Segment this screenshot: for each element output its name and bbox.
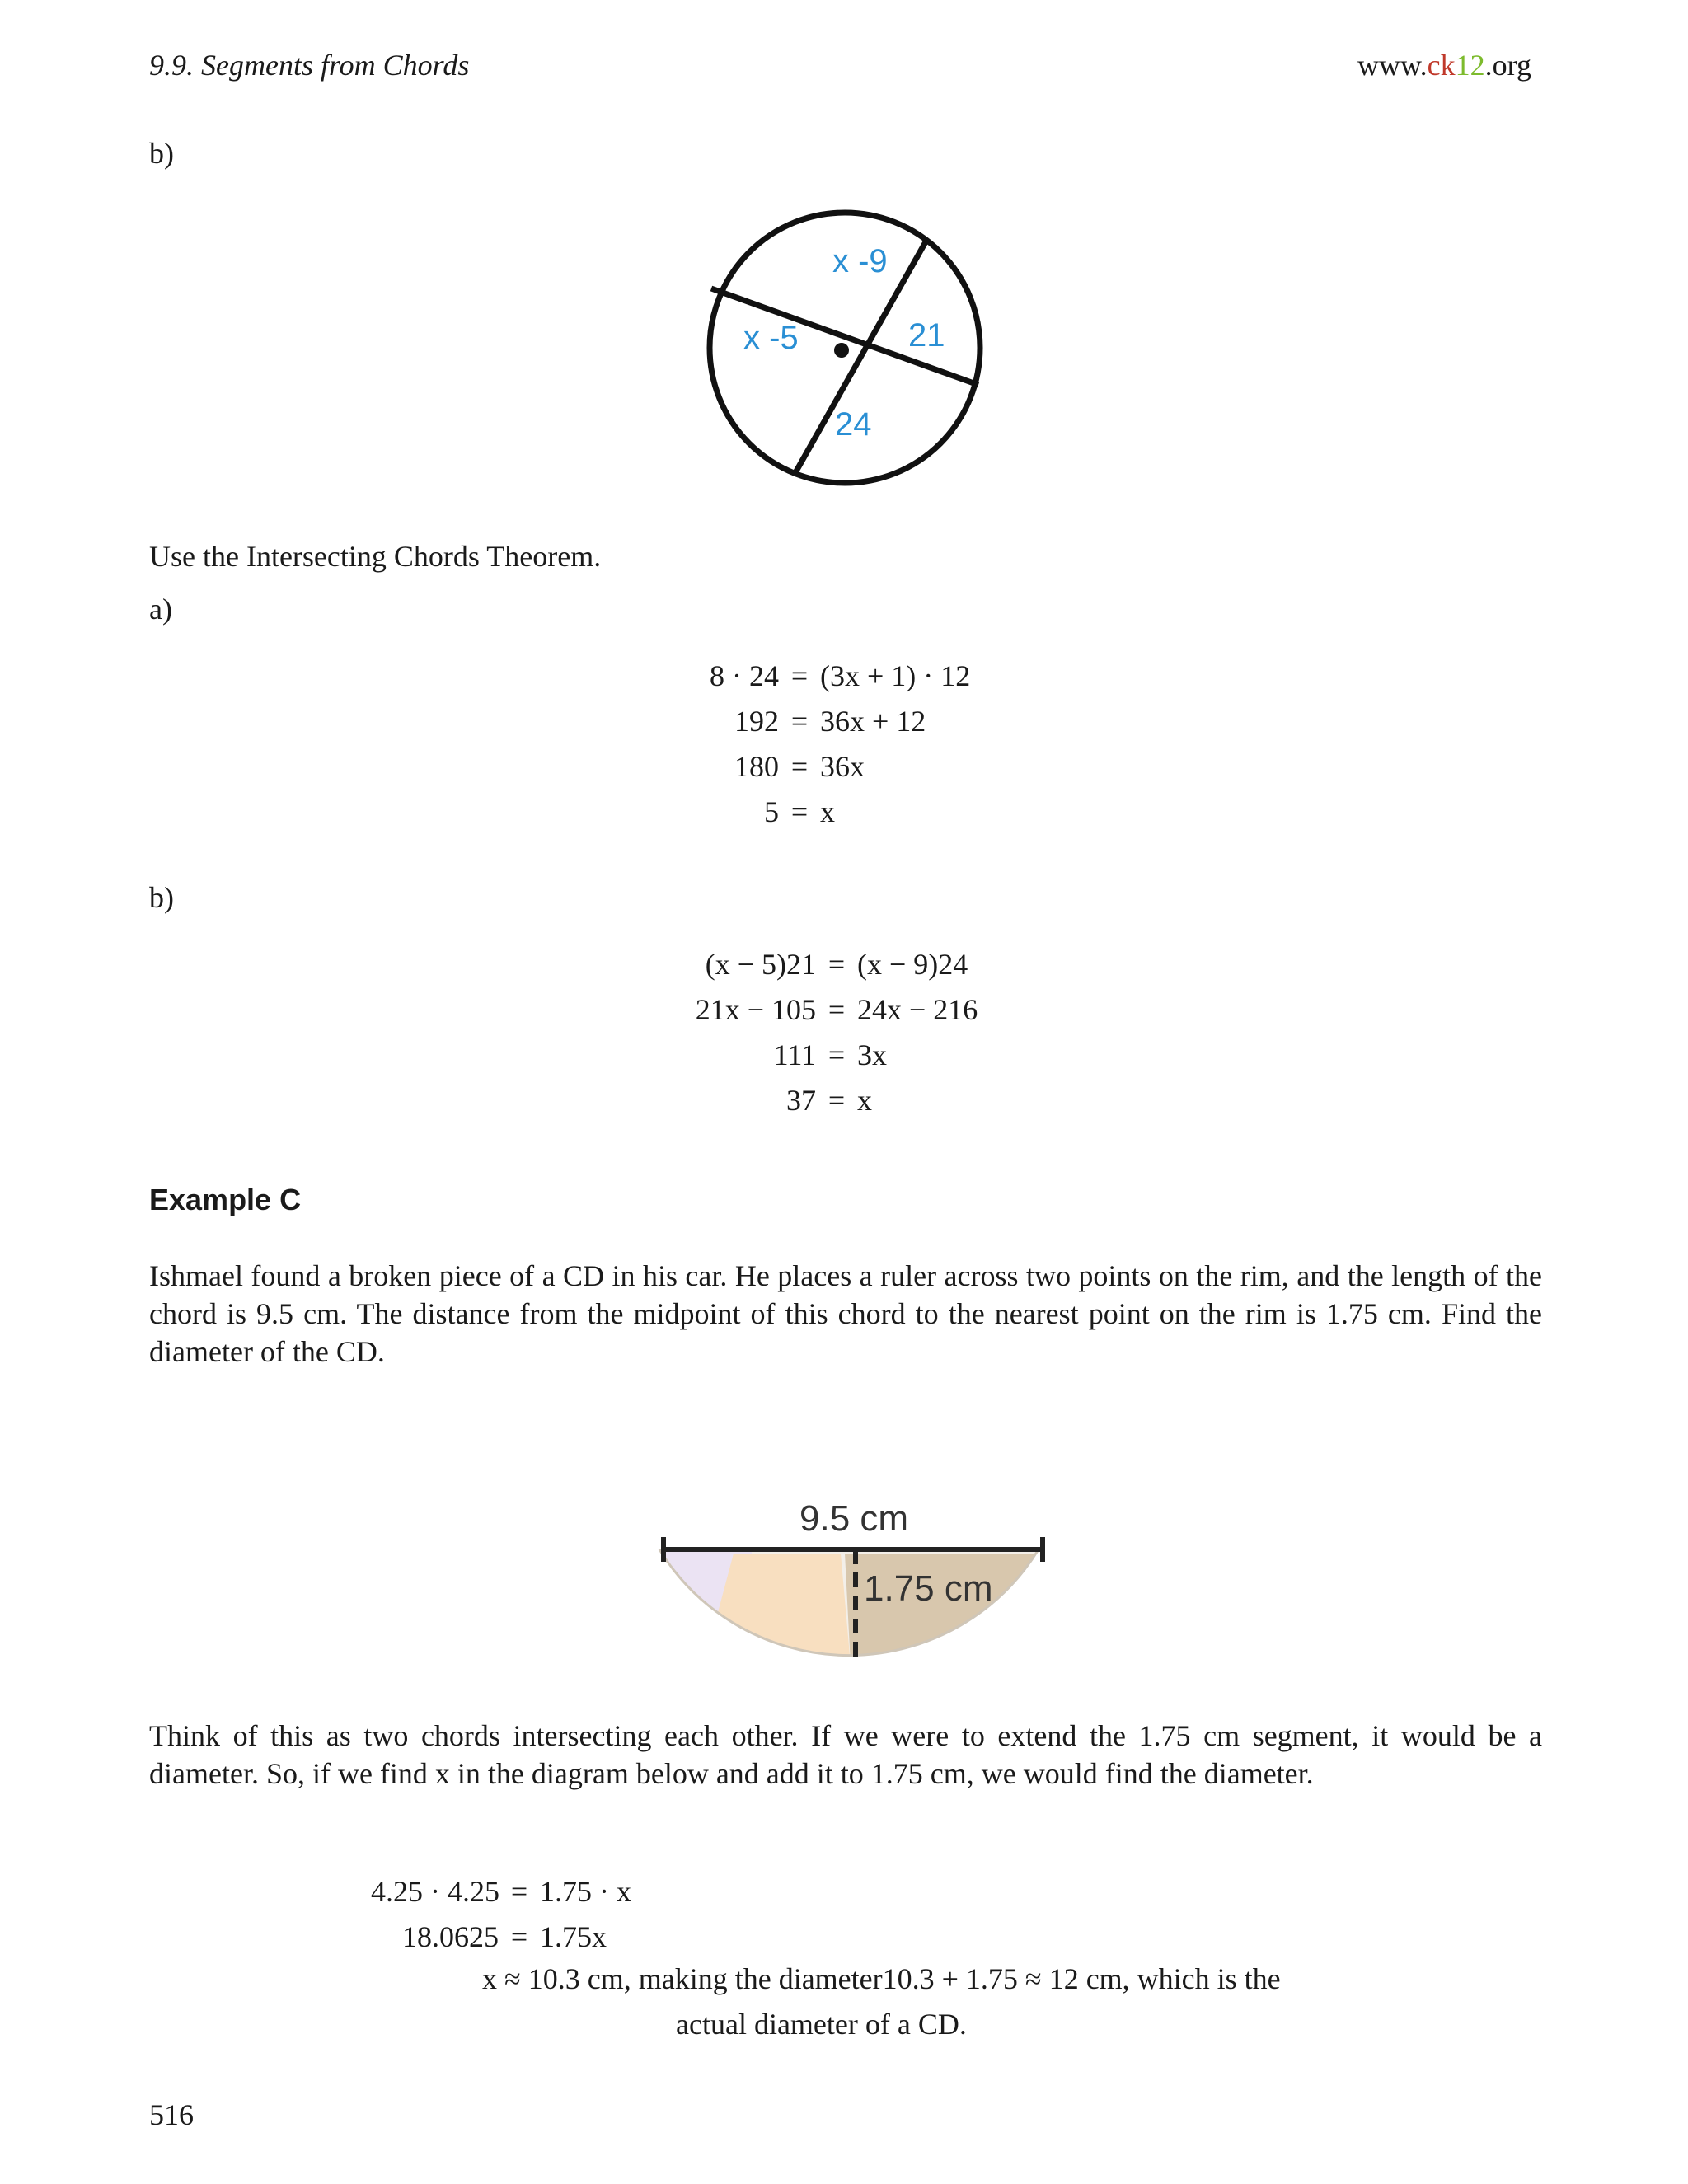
equation-rhs: (x − 9)24 [857, 948, 968, 981]
equals-sign: = [828, 1038, 846, 1071]
equation-rhs: 1.75 · x [540, 1875, 631, 1908]
equation-lhs: 192 [734, 705, 779, 738]
equals-sign: = [510, 1875, 528, 1908]
label-24: 24 [835, 406, 872, 443]
equations-part-a [635, 654, 970, 835]
broken-cd-diagram [635, 1401, 1063, 1665]
center-dot [834, 343, 849, 358]
equation-lhs: 8 · 24 [710, 659, 779, 692]
section-title: 9.9. Segments from Chords [149, 49, 470, 82]
equation-lhs: 5 [764, 795, 779, 828]
equation-lhs: 4.25 · 4.25 [371, 1875, 499, 1908]
equation-rhs: 36x [820, 750, 865, 783]
equation-row [635, 699, 970, 744]
equation-row [635, 790, 970, 835]
site-url-prefix: www. [1357, 49, 1428, 82]
site-url-suffix: .org [1484, 49, 1531, 82]
equation-lhs: 18.0625 [402, 1920, 499, 1953]
equals-sign: = [828, 1084, 846, 1117]
equals-sign: = [790, 659, 809, 692]
equations-cd [371, 1869, 631, 1960]
equation-lhs: 21x − 105 [695, 993, 816, 1026]
equals-sign: = [790, 750, 809, 783]
equation-lhs: (x − 5)21 [705, 948, 816, 981]
example-problem-text: Ishmael found a broken piece of a CD in his car. He places a ruler across two points on the rim, and the length of the chord is 9.5 cm. The distance from the midpoint of this chord to the nearest point on the rim is 1.75 cm. Find the diameter of the CD. [149, 1259, 1542, 1368]
equation-rhs: 24x − 216 [857, 993, 978, 1026]
example-heading: Example C [149, 1183, 302, 1216]
equals-sign: = [828, 993, 846, 1026]
equation-rhs: 36x + 12 [820, 705, 926, 738]
equation-rhs: 1.75x [540, 1920, 607, 1953]
equation-rhs: x [820, 795, 835, 828]
cd-fragment [635, 1525, 1063, 1665]
equation-rhs: (3x + 1) · 12 [820, 659, 971, 692]
intersecting-chords-diagram [692, 202, 997, 490]
part-a-label: a) [149, 593, 172, 626]
equations-part-b [635, 942, 978, 1123]
theorem-instruction: Use the Intersecting Chords Theorem. [149, 540, 602, 573]
equation-row [371, 1869, 631, 1915]
label-21: 21 [908, 317, 945, 354]
equation-row [635, 744, 970, 790]
label-x-minus-5: x -5 [743, 320, 799, 356]
label-x-minus-9: x -9 [832, 243, 888, 279]
conclusion-line-1: x ≈ 10.3 cm, making the diameter10.3 + 1.75 ≈ 12 cm, which is the [482, 1962, 1281, 1995]
chord-length-label: 9.5 cm [799, 1498, 909, 1539]
part-b-label: b) [149, 881, 174, 914]
equation-lhs: 111 [773, 1038, 816, 1071]
equation-rhs: 3x [857, 1038, 887, 1071]
equation-row [635, 942, 978, 987]
explanation-text: Think of this as two chords intersecting each other. If we were to extend the 1.75 cm segment, it would be a diameter. So, if we find x in the diagram below and add it to 1.75 cm, we would find the diameter. [149, 1719, 1542, 1790]
equation-row [635, 654, 970, 699]
equation-row [635, 1078, 978, 1123]
height-label: 1.75 cm [864, 1568, 993, 1609]
part-b-label-top: b) [149, 137, 174, 170]
page-number: 516 [149, 2098, 194, 2131]
equation-row [371, 1915, 631, 1960]
equation-row [635, 987, 978, 1033]
equals-sign: = [790, 795, 809, 828]
site-url-ck: ck [1427, 49, 1456, 82]
equals-sign: = [790, 705, 809, 738]
equals-sign: = [510, 1920, 528, 1953]
site-url[interactable] [1357, 48, 1531, 82]
equation-rhs: x [857, 1084, 872, 1117]
equation-lhs: 37 [786, 1084, 816, 1117]
equation-lhs: 180 [734, 750, 779, 783]
site-url-12: 12 [1455, 49, 1485, 82]
equation-row [635, 1033, 978, 1078]
equals-sign: = [828, 948, 846, 981]
conclusion-line-2: actual diameter of a CD. [676, 2008, 967, 2041]
